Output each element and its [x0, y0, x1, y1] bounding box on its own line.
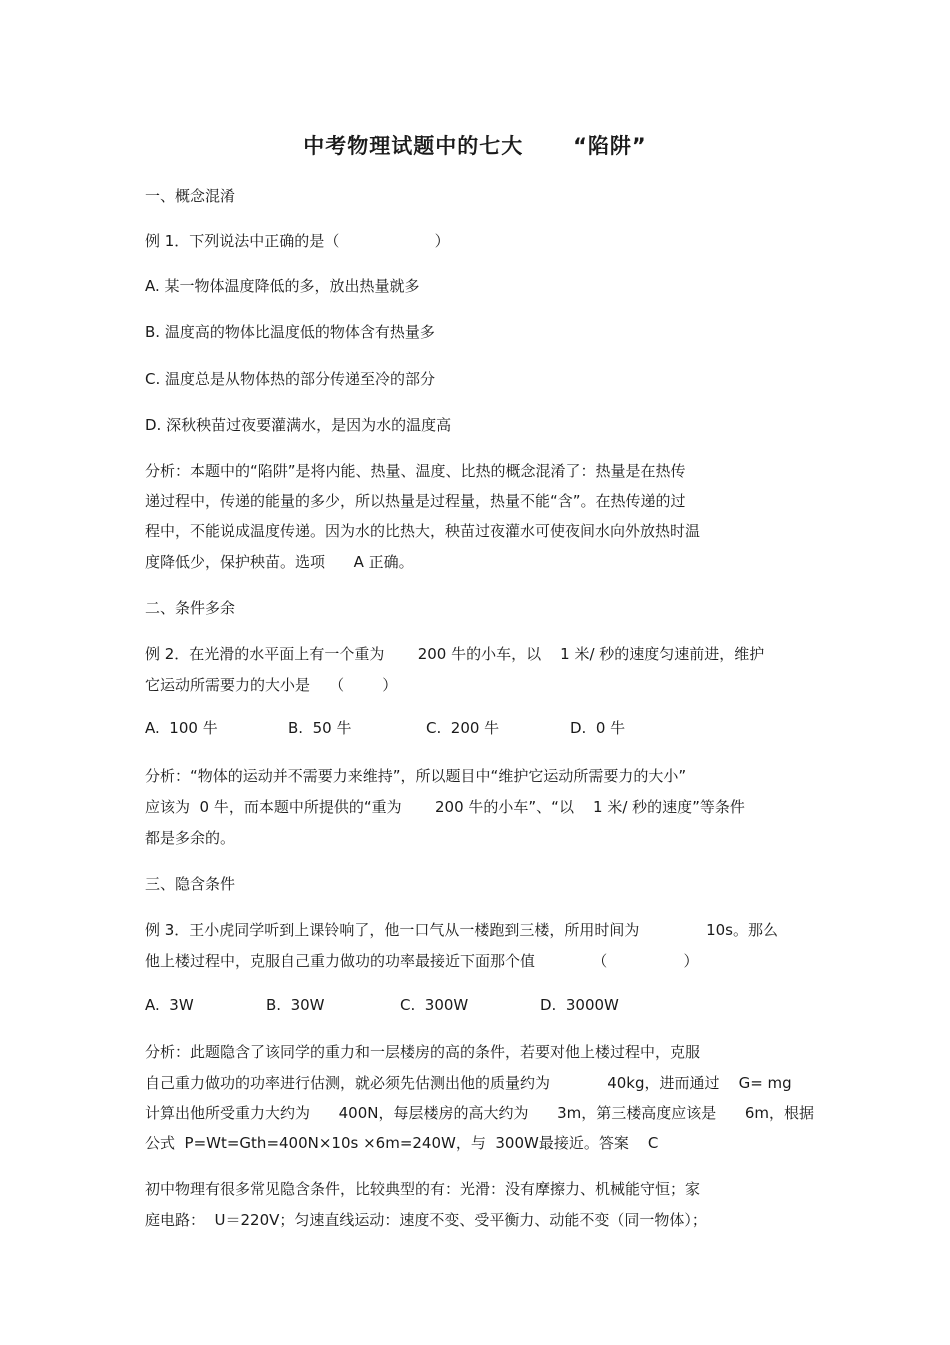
example-1-analysis-line: 分析：本题中的“陷阱”是将内能、热量、温度、比热的概念混淆了：热量是在热传 — [145, 462, 686, 480]
example-1-question: 例 1．下列说法中正确的是（ ） — [145, 232, 450, 250]
example-3-option-b: B. 30W — [266, 996, 325, 1014]
example-2-question-line: 例 2．在光滑的水平面上有一个重为 200 牛的小车，以 1 米/ 秒的速度匀速前进，维护 — [145, 645, 765, 663]
example-2-analysis-line: 应该为 0 牛，而本题中所提供的“重为 200 牛的小车”、“以 1 米/ 秒的速度”等条件 — [145, 798, 745, 816]
example-1-option-c: C. 温度总是从物体热的部分传递至冷的部分 — [145, 370, 436, 388]
example-3-option-c: C. 300W — [400, 996, 469, 1014]
closing-paragraph-line: 庭电路： U＝220V；匀速直线运动：速度不变、受平衡力、动能不变（同一物体）； — [145, 1211, 707, 1229]
section-heading-3: 三、隐含条件 — [145, 875, 236, 893]
example-1-option-a: A. 某一物体温度降低的多，放出热量就多 — [145, 277, 420, 295]
example-3-option-d: D. 3000W — [540, 996, 619, 1014]
example-2-analysis-line: 分析：“物体的运动并不需要力来维持”，所以题目中“维护它运动所需要力的大小” — [145, 767, 687, 785]
closing-paragraph-line: 初中物理有很多常见隐含条件，比较典型的有：光滑：没有摩擦力、机械能守恒；家 — [145, 1180, 701, 1198]
example-2-question-line: 它运动所需要力的大小是 （ ） — [145, 676, 398, 694]
example-1-option-b: B. 温度高的物体比温度低的物体含有热量多 — [145, 323, 435, 341]
example-3-analysis-line: 自己重力做功的功率进行估测，就必须先估测出他的质量约为 40kg，进而通过 G= mg — [145, 1074, 792, 1092]
example-2-option-c: C. 200 牛 — [426, 719, 500, 737]
example-2-option-d: D. 0 牛 — [570, 719, 626, 737]
example-3-question-line: 他上楼过程中，克服自己重力做功的功率最接近下面那个值 （ ） — [145, 952, 699, 970]
example-2-analysis-line: 都是多余的。 — [145, 829, 236, 847]
example-3-option-a: A. 3W — [145, 996, 194, 1014]
example-3-analysis-line: 公式 P=Wt=Gth=400N×10s ×6m=240W，与 300W最接近。答案 C — [145, 1134, 659, 1152]
example-3-analysis-line: 分析：此题隐含了该同学的重力和一层楼房的高的条件，若要对他上楼过程中，克服 — [145, 1043, 701, 1061]
example-3-question-line: 例 3．王小虎同学听到上课铃响了，他一口气从一楼跑到三楼，所用时间为 10s。那么 — [145, 921, 778, 939]
page-title: 中考物理试题中的七大 “陷阱” — [303, 134, 647, 158]
example-2-option-a: A. 100 牛 — [145, 719, 218, 737]
section-heading-1: 一、概念混淆 — [145, 187, 236, 205]
example-1-analysis-line: 递过程中，传递的能量的多少，所以热量是过程量，热量不能“含”。在热传递的过 — [145, 492, 686, 510]
section-heading-2: 二、条件多余 — [145, 599, 236, 617]
example-2-option-b: B. 50 牛 — [288, 719, 352, 737]
example-1-analysis-line: 度降低少，保护秧苗。选项 A 正确。 — [145, 553, 414, 571]
example-1-option-d: D. 深秋秧苗过夜要灌满水，是因为水的温度高 — [145, 416, 452, 434]
example-3-analysis-line: 计算出他所受重力大约为 400N，每层楼房的高大约为 3m，第三楼高度应该是 6m，根据 — [145, 1104, 814, 1122]
example-1-analysis-line: 程中，不能说成温度传递。因为水的比热大，秧苗过夜灌水可使夜间水向外放热时温 — [145, 522, 701, 540]
